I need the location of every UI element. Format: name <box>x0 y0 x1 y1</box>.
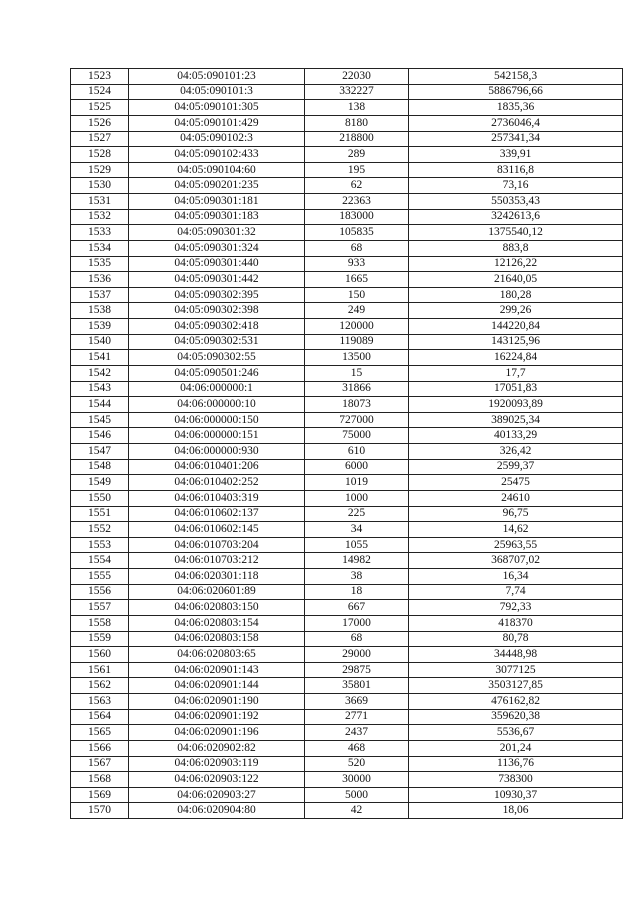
table-row <box>71 365 623 381</box>
cost-value-cell: 83116,8 <box>409 162 623 178</box>
cost-value-cell: 418370 <box>409 615 623 631</box>
table-row <box>71 772 623 788</box>
table-row <box>71 69 623 85</box>
cadastral-number-cell: 04:06:020901:143 <box>129 662 305 678</box>
area-value-cell: 138 <box>305 100 409 116</box>
table-row <box>71 803 623 819</box>
table-row <box>71 647 623 663</box>
row-number-cell: 1560 <box>71 647 129 663</box>
row-number-cell: 1545 <box>71 412 129 428</box>
cost-value-cell: 14,62 <box>409 522 623 538</box>
cadastral-number-cell: 04:06:000000:1 <box>129 381 305 397</box>
table-row <box>71 287 623 303</box>
row-number-cell: 1543 <box>71 381 129 397</box>
cost-value-cell: 12126,22 <box>409 256 623 272</box>
table-row <box>71 256 623 272</box>
cost-value-cell: 5536,67 <box>409 725 623 741</box>
cadastral-number-cell: 04:05:090301:440 <box>129 256 305 272</box>
area-value-cell: 29000 <box>305 647 409 663</box>
cadastral-number-cell: 04:05:090302:418 <box>129 319 305 335</box>
cost-value-cell: 24610 <box>409 490 623 506</box>
cadastral-number-cell: 04:05:090301:183 <box>129 209 305 225</box>
row-number-cell: 1567 <box>71 756 129 772</box>
table-row <box>71 240 623 256</box>
row-number-cell: 1532 <box>71 209 129 225</box>
cadastral-number-cell: 04:06:010703:204 <box>129 537 305 553</box>
area-value-cell: 17000 <box>305 615 409 631</box>
cost-value-cell: 738300 <box>409 772 623 788</box>
area-value-cell: 520 <box>305 756 409 772</box>
area-value-cell: 667 <box>305 600 409 616</box>
row-number-cell: 1544 <box>71 397 129 413</box>
cost-value-cell: 21640,05 <box>409 272 623 288</box>
area-value-cell: 62 <box>305 178 409 194</box>
cost-value-cell: 1375540,12 <box>409 225 623 241</box>
cadastral-number-cell: 04:05:090102:433 <box>129 147 305 163</box>
cadastral-number-cell: 04:06:020903:122 <box>129 772 305 788</box>
table-row <box>71 381 623 397</box>
cost-value-cell: 18,06 <box>409 803 623 819</box>
area-value-cell: 3669 <box>305 694 409 710</box>
cadastral-number-cell: 04:06:020901:144 <box>129 678 305 694</box>
cadastral-number-cell: 04:06:020901:190 <box>129 694 305 710</box>
row-number-cell: 1539 <box>71 319 129 335</box>
cadastral-number-cell: 04:05:090302:398 <box>129 303 305 319</box>
cost-value-cell: 5886796,66 <box>409 84 623 100</box>
row-number-cell: 1531 <box>71 194 129 210</box>
cost-value-cell: 201,24 <box>409 740 623 756</box>
cost-value-cell: 883,8 <box>409 240 623 256</box>
cadastral-number-cell: 04:06:000000:10 <box>129 397 305 413</box>
table-row <box>71 569 623 585</box>
table-row <box>71 694 623 710</box>
table-row <box>71 209 623 225</box>
area-value-cell: 2437 <box>305 725 409 741</box>
cadastral-number-cell: 04:05:090102:3 <box>129 131 305 147</box>
cost-value-cell: 143125,96 <box>409 334 623 350</box>
area-value-cell: 2771 <box>305 709 409 725</box>
cadastral-number-cell: 04:06:020903:27 <box>129 787 305 803</box>
area-value-cell: 18 <box>305 584 409 600</box>
row-number-cell: 1536 <box>71 272 129 288</box>
row-number-cell: 1562 <box>71 678 129 694</box>
cost-value-cell: 180,28 <box>409 287 623 303</box>
table-row <box>71 334 623 350</box>
cadastral-number-cell: 04:05:090302:395 <box>129 287 305 303</box>
cost-value-cell: 550353,43 <box>409 194 623 210</box>
cost-value-cell: 73,16 <box>409 178 623 194</box>
area-value-cell: 225 <box>305 506 409 522</box>
cadastral-number-cell: 04:06:020803:65 <box>129 647 305 663</box>
cadastral-number-cell: 04:05:090301:32 <box>129 225 305 241</box>
row-number-cell: 1553 <box>71 537 129 553</box>
cost-value-cell: 25963,55 <box>409 537 623 553</box>
cadastral-number-cell: 04:06:020901:196 <box>129 725 305 741</box>
table-row <box>71 397 623 413</box>
table-row <box>71 147 623 163</box>
area-value-cell: 119089 <box>305 334 409 350</box>
row-number-cell: 1534 <box>71 240 129 256</box>
cadastral-number-cell: 04:05:090101:305 <box>129 100 305 116</box>
table-row <box>71 475 623 491</box>
area-value-cell: 468 <box>305 740 409 756</box>
area-value-cell: 1665 <box>305 272 409 288</box>
cost-value-cell: 2736046,4 <box>409 115 623 131</box>
table-row <box>71 522 623 538</box>
table-body <box>71 69 623 819</box>
row-number-cell: 1566 <box>71 740 129 756</box>
table-row <box>71 178 623 194</box>
cost-value-cell: 7,74 <box>409 584 623 600</box>
row-number-cell: 1563 <box>71 694 129 710</box>
area-value-cell: 22363 <box>305 194 409 210</box>
cadastral-table <box>70 68 623 819</box>
table-row <box>71 303 623 319</box>
area-value-cell: 727000 <box>305 412 409 428</box>
row-number-cell: 1526 <box>71 115 129 131</box>
area-value-cell: 31866 <box>305 381 409 397</box>
area-value-cell: 332227 <box>305 84 409 100</box>
cost-value-cell: 16,34 <box>409 569 623 585</box>
area-value-cell: 68 <box>305 240 409 256</box>
table-row <box>71 162 623 178</box>
table-row <box>71 600 623 616</box>
area-value-cell: 933 <box>305 256 409 272</box>
row-number-cell: 1540 <box>71 334 129 350</box>
cost-value-cell: 299,26 <box>409 303 623 319</box>
area-value-cell: 29875 <box>305 662 409 678</box>
row-number-cell: 1529 <box>71 162 129 178</box>
row-number-cell: 1570 <box>71 803 129 819</box>
table-row <box>71 350 623 366</box>
table-row <box>71 225 623 241</box>
cadastral-number-cell: 04:06:020301:118 <box>129 569 305 585</box>
cost-value-cell: 326,42 <box>409 444 623 460</box>
row-number-cell: 1568 <box>71 772 129 788</box>
area-value-cell: 1019 <box>305 475 409 491</box>
row-number-cell: 1569 <box>71 787 129 803</box>
table-row <box>71 100 623 116</box>
area-value-cell: 35801 <box>305 678 409 694</box>
cadastral-number-cell: 04:06:000000:150 <box>129 412 305 428</box>
cost-value-cell: 1835,36 <box>409 100 623 116</box>
row-number-cell: 1556 <box>71 584 129 600</box>
table-row <box>71 631 623 647</box>
cost-value-cell: 476162,82 <box>409 694 623 710</box>
row-number-cell: 1552 <box>71 522 129 538</box>
cost-value-cell: 542158,3 <box>409 69 623 85</box>
area-value-cell: 120000 <box>305 319 409 335</box>
table-row <box>71 662 623 678</box>
cost-value-cell: 25475 <box>409 475 623 491</box>
cadastral-number-cell: 04:05:090104:60 <box>129 162 305 178</box>
table-row <box>71 412 623 428</box>
table-row <box>71 725 623 741</box>
table-row <box>71 584 623 600</box>
area-value-cell: 8180 <box>305 115 409 131</box>
row-number-cell: 1524 <box>71 84 129 100</box>
cadastral-number-cell: 04:06:020903:119 <box>129 756 305 772</box>
cadastral-number-cell: 04:05:090301:181 <box>129 194 305 210</box>
row-number-cell: 1559 <box>71 631 129 647</box>
table-row <box>71 194 623 210</box>
cadastral-number-cell: 04:05:090101:429 <box>129 115 305 131</box>
row-number-cell: 1542 <box>71 365 129 381</box>
table-row <box>71 428 623 444</box>
area-value-cell: 610 <box>305 444 409 460</box>
table-row <box>71 709 623 725</box>
area-value-cell: 183000 <box>305 209 409 225</box>
row-number-cell: 1564 <box>71 709 129 725</box>
cadastral-number-cell: 04:05:090301:324 <box>129 240 305 256</box>
table-row <box>71 272 623 288</box>
cost-value-cell: 16224,84 <box>409 350 623 366</box>
area-value-cell: 6000 <box>305 459 409 475</box>
row-number-cell: 1554 <box>71 553 129 569</box>
area-value-cell: 18073 <box>305 397 409 413</box>
cost-value-cell: 17,7 <box>409 365 623 381</box>
area-value-cell: 5000 <box>305 787 409 803</box>
row-number-cell: 1528 <box>71 147 129 163</box>
cadastral-number-cell: 04:06:000000:930 <box>129 444 305 460</box>
cost-value-cell: 792,33 <box>409 600 623 616</box>
cadastral-number-cell: 04:05:090302:531 <box>129 334 305 350</box>
cost-value-cell: 144220,84 <box>409 319 623 335</box>
cadastral-number-cell: 04:05:090101:3 <box>129 84 305 100</box>
row-number-cell: 1550 <box>71 490 129 506</box>
area-value-cell: 13500 <box>305 350 409 366</box>
row-number-cell: 1549 <box>71 475 129 491</box>
area-value-cell: 34 <box>305 522 409 538</box>
table-row <box>71 615 623 631</box>
cadastral-number-cell: 04:06:020904:80 <box>129 803 305 819</box>
table-row <box>71 678 623 694</box>
cost-value-cell: 80,78 <box>409 631 623 647</box>
row-number-cell: 1565 <box>71 725 129 741</box>
cost-value-cell: 3503127,85 <box>409 678 623 694</box>
area-value-cell: 249 <box>305 303 409 319</box>
row-number-cell: 1535 <box>71 256 129 272</box>
area-value-cell: 1000 <box>305 490 409 506</box>
area-value-cell: 1055 <box>305 537 409 553</box>
cost-value-cell: 1920093,89 <box>409 397 623 413</box>
area-value-cell: 68 <box>305 631 409 647</box>
cost-value-cell: 339,91 <box>409 147 623 163</box>
cost-value-cell: 10930,37 <box>409 787 623 803</box>
table-row <box>71 506 623 522</box>
cadastral-number-cell: 04:06:020803:154 <box>129 615 305 631</box>
cadastral-number-cell: 04:06:020803:150 <box>129 600 305 616</box>
cost-value-cell: 17051,83 <box>409 381 623 397</box>
area-value-cell: 150 <box>305 287 409 303</box>
cost-value-cell: 40133,29 <box>409 428 623 444</box>
table-row <box>71 319 623 335</box>
cadastral-number-cell: 04:06:020901:192 <box>129 709 305 725</box>
row-number-cell: 1548 <box>71 459 129 475</box>
cost-value-cell: 2599,37 <box>409 459 623 475</box>
area-value-cell: 42 <box>305 803 409 819</box>
cadastral-number-cell: 04:06:010703:212 <box>129 553 305 569</box>
cadastral-number-cell: 04:05:090101:23 <box>129 69 305 85</box>
row-number-cell: 1546 <box>71 428 129 444</box>
table-row <box>71 490 623 506</box>
cadastral-number-cell: 04:06:010402:252 <box>129 475 305 491</box>
row-number-cell: 1537 <box>71 287 129 303</box>
row-number-cell: 1561 <box>71 662 129 678</box>
cadastral-number-cell: 04:05:090501:246 <box>129 365 305 381</box>
area-value-cell: 195 <box>305 162 409 178</box>
table-row <box>71 740 623 756</box>
cadastral-number-cell: 04:06:020803:158 <box>129 631 305 647</box>
area-value-cell: 38 <box>305 569 409 585</box>
cadastral-number-cell: 04:06:010602:137 <box>129 506 305 522</box>
cadastral-number-cell: 04:06:000000:151 <box>129 428 305 444</box>
cadastral-number-cell: 04:06:010602:145 <box>129 522 305 538</box>
table-row <box>71 84 623 100</box>
area-value-cell: 30000 <box>305 772 409 788</box>
cost-value-cell: 389025,34 <box>409 412 623 428</box>
row-number-cell: 1538 <box>71 303 129 319</box>
cadastral-number-cell: 04:05:090201:235 <box>129 178 305 194</box>
table-row <box>71 115 623 131</box>
table-row <box>71 537 623 553</box>
cost-value-cell: 1136,76 <box>409 756 623 772</box>
row-number-cell: 1551 <box>71 506 129 522</box>
area-value-cell: 218800 <box>305 131 409 147</box>
area-value-cell: 15 <box>305 365 409 381</box>
table-row <box>71 787 623 803</box>
cadastral-number-cell: 04:06:020902:82 <box>129 740 305 756</box>
cost-value-cell: 3242613,6 <box>409 209 623 225</box>
area-value-cell: 14982 <box>305 553 409 569</box>
row-number-cell: 1558 <box>71 615 129 631</box>
area-value-cell: 105835 <box>305 225 409 241</box>
row-number-cell: 1525 <box>71 100 129 116</box>
table-row <box>71 444 623 460</box>
row-number-cell: 1557 <box>71 600 129 616</box>
cost-value-cell: 96,75 <box>409 506 623 522</box>
table-row <box>71 131 623 147</box>
row-number-cell: 1523 <box>71 69 129 85</box>
cadastral-number-cell: 04:05:090302:55 <box>129 350 305 366</box>
cadastral-number-cell: 04:06:010401:206 <box>129 459 305 475</box>
row-number-cell: 1555 <box>71 569 129 585</box>
area-value-cell: 22030 <box>305 69 409 85</box>
cadastral-number-cell: 04:05:090301:442 <box>129 272 305 288</box>
table-row <box>71 459 623 475</box>
row-number-cell: 1533 <box>71 225 129 241</box>
row-number-cell: 1541 <box>71 350 129 366</box>
cost-value-cell: 257341,34 <box>409 131 623 147</box>
area-value-cell: 289 <box>305 147 409 163</box>
row-number-cell: 1547 <box>71 444 129 460</box>
table-row <box>71 756 623 772</box>
cost-value-cell: 3077125 <box>409 662 623 678</box>
row-number-cell: 1527 <box>71 131 129 147</box>
cost-value-cell: 359620,38 <box>409 709 623 725</box>
cadastral-number-cell: 04:06:020601:89 <box>129 584 305 600</box>
row-number-cell: 1530 <box>71 178 129 194</box>
cadastral-number-cell: 04:06:010403:319 <box>129 490 305 506</box>
cost-value-cell: 368707,02 <box>409 553 623 569</box>
cost-value-cell: 34448,98 <box>409 647 623 663</box>
table-row <box>71 553 623 569</box>
area-value-cell: 75000 <box>305 428 409 444</box>
